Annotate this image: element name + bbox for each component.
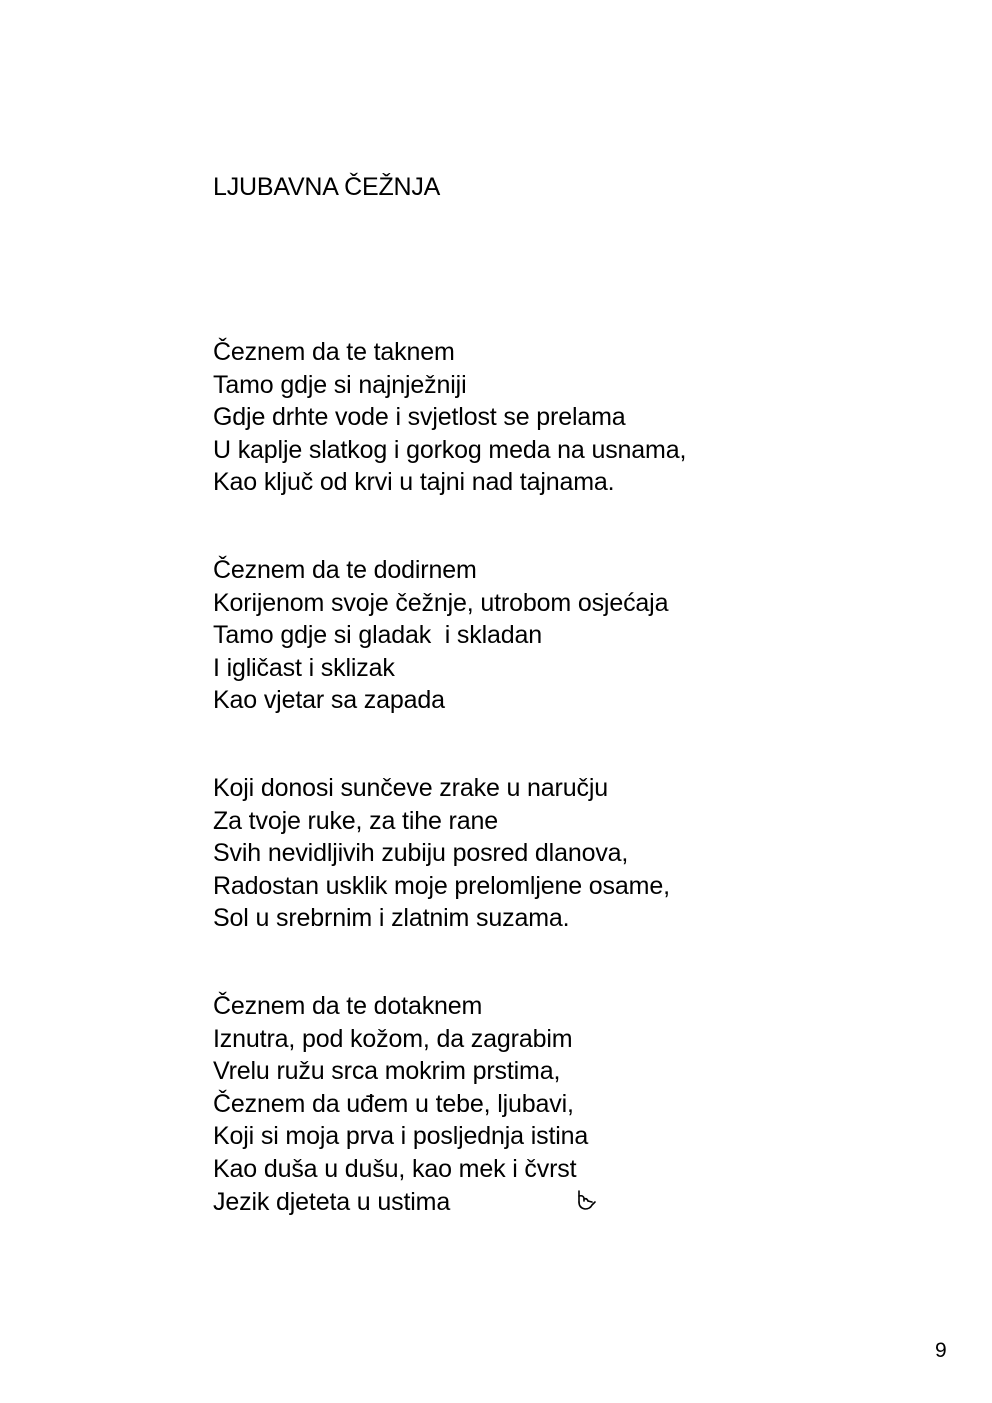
poem-line: Koji si moja prva i posljednja istina bbox=[213, 1122, 589, 1151]
poem-line: Čeznem da te taknem bbox=[213, 338, 455, 366]
stanza-4 bbox=[213, 990, 588, 1218]
poem-line: Sol u srebrnim i zlatnim suzama. bbox=[213, 904, 570, 933]
poem-line: Koji donosi sunčeve zrake u naručju bbox=[213, 774, 608, 802]
poem-line: Tamo gdje si najnježniji bbox=[213, 370, 467, 399]
poem-line: Čeznem da te dotaknem bbox=[213, 992, 483, 1020]
poem-line: Vrelu ružu srca mokrim prstima, bbox=[213, 1057, 561, 1086]
poem-line: I igličast i sklizak bbox=[213, 653, 395, 682]
poem-line: U kaplje slatkog i gorkog meda na usnama, bbox=[213, 435, 687, 464]
poem-line: Gdje drhte vode i svjetlost se prelama bbox=[213, 403, 626, 432]
poem-line: Jezik djeteta u ustima bbox=[213, 1187, 451, 1216]
poem-line: Svih nevidljivih zubiju posred dlanova, bbox=[213, 839, 629, 868]
poem-line: Kao vjetar sa zapada bbox=[213, 686, 445, 715]
poem-line: Kao duša u dušu, kao mek i čvrst bbox=[213, 1154, 577, 1183]
stanza-3 bbox=[213, 772, 670, 935]
stanza-1 bbox=[213, 336, 686, 499]
poem-line: Čeznem da te dodirnem bbox=[213, 556, 477, 584]
poem-line: Tamo gdje si gladak i skladan bbox=[213, 621, 543, 650]
poem-line: Radostan usklik moje prelomljene osame, bbox=[213, 871, 670, 900]
poem-title: LJUBAVNA ČEŽNJA bbox=[213, 173, 441, 201]
poem-line: Čeznem da uđem u tebe, ljubavi, bbox=[213, 1089, 574, 1118]
poem-line: Korijenom svoje čežnje, utrobom osjećaja bbox=[213, 588, 669, 617]
stanza-2 bbox=[213, 554, 668, 717]
poem-line: Iznutra, pod kožom, da zagrabim bbox=[213, 1024, 573, 1053]
pointing-hand-icon bbox=[575, 1188, 597, 1214]
poem-line: Kao ključ od krvi u tajni nad tajnama. bbox=[213, 468, 615, 497]
page-number: 9 bbox=[935, 1339, 947, 1362]
poem-line: Za tvoje ruke, za tihe rane bbox=[213, 806, 498, 835]
